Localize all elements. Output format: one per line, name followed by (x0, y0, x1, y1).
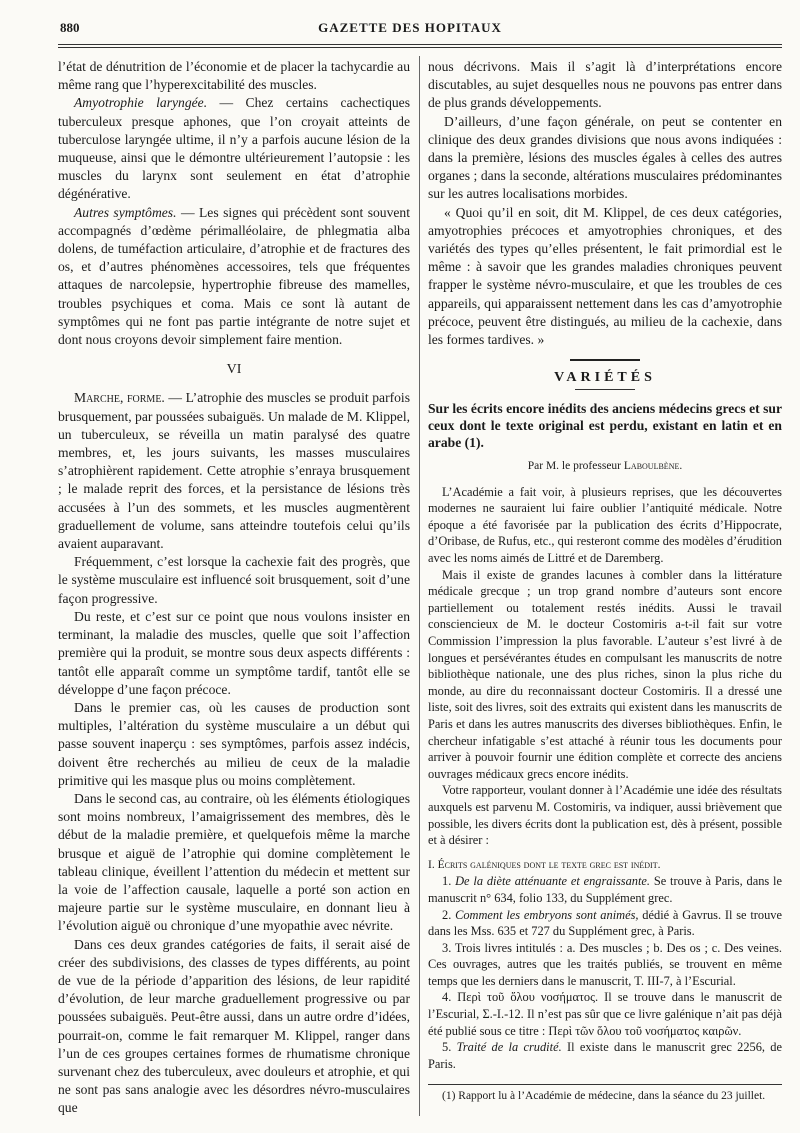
paragraph-label: Marche, forme. (74, 390, 165, 406)
footnote: (1) Rapport lu à l’Académie de médecine, dans la séance du 23 juillet. (442, 1090, 766, 1103)
list-item (428, 907, 782, 940)
paragraph: l’état de dénutrition de l’économie et de placer la tachycardie au même rang que l’hyperexcitabilité des muscles. (58, 59, 410, 93)
section-number: VI (226, 362, 242, 378)
list-text: Se trouve à Paris, dans le manuscrit n° 634, folio 133, du Supplément grec. (428, 874, 782, 905)
header-rule (58, 44, 782, 45)
header-rule-double (58, 47, 782, 48)
list-item: 3. Trois livres intitulés : a. Des muscles ; b. Des os ; c. Des veines. Ces ouvrages, autres que les traités publiés, se trouvent en même temps que les derniers dans le manuscrit, T. III-7, à l’Escurial. (428, 940, 782, 988)
work-title: Traité de la crudité. (456, 1040, 562, 1055)
page-number: 880 (60, 20, 80, 35)
article-byline (428, 457, 782, 475)
paragraph: D’ailleurs, d’une façon générale, on peut se contenter en clinique des deux grandes divisions que nous avons indiquées : dans la première, lésions des muscles égales à celles des autres organes ; dans la seconde, altérations musculaires prédominantes sur les autres localisations morbides. (428, 113, 782, 202)
work-title: Comment les embryons sont animés, (455, 907, 639, 922)
heading-underline (575, 389, 635, 390)
paragraph: Votre rapporteur, voulant donner à l’Académie une idée des résultats auxquels est parvenu M. Costomiris, va indiquer, aussi brièvement que possible, les divers écrits dont la publication est, dès à présent, possible et à désirer : (428, 783, 782, 848)
right-column (428, 58, 782, 1104)
paragraph-text: — Chez certains cachectiques tuberculeux presque aphones, que l’on croyait atteints de tuberculose laryngée ultime, il n’y a parfois aucune lésion de la muqueuse, ainsi que le démontre ultérieurement l’autopsie : les muscles du larynx sont seulement en état d’atrophie dégénérative. (58, 95, 410, 202)
page-header (60, 20, 760, 38)
paragraph: Fréquemment, c’est lorsque la cachexie fait des progrès, que le système musculaire est influencé soit brusquement, soit d’une façon progressive. (58, 554, 410, 606)
byline-author: Laboulbène. (623, 460, 683, 473)
list-text: dédié à Gavrus. Il se trouve dans les Mss. 635 et 727 du Supplément grec, à Paris. (428, 907, 782, 939)
paragraph-text: — L’atrophie des muscles se produit parfois brusquement, par poussées subaiguës. Un malade de M. Klippel, un tuberculeux, se réveilla un matin paralysé des quatre membres, et, les jours suivants, les masses musculaires s’atrophièrent rapidement. Cette atrophie s’enraya brusquement ; le malade reprit des forces, et la persistance de lésions très accusées à l’un des sommets, et les muscles augmentèrent graduellement de volume, sans atteindre toutefois celui qu’ils avaient auparavant. (58, 390, 410, 552)
paragraph: Mais il existe de grandes lacunes à combler dans la littérature médicale grecque ; un trop grand nombre d’auteurs sont encore partiellement ou totalement restés inédits. Aussi le travail consciencieux de M. le docteur Costomiris a-t-il fait sur votre Commission l’impression la plus favorable. L’auteur s’est livré à de longues et persévérantes études en compulsant les manuscrits de notre bibliothèque nationale, une des plus riches, sinon la plus riche du monde, au dire du reconnaissant docteur Costomiris. Il a dressé une liste, soit des livres, soit des extraits qui existent dans les manuscrits de Paris et dans les autres manuscrits des diverses bibliothèques. Enfin, le chercheur infatigable s’est attaché à réunir tous les documents pour arriver à pouvoir fournir une édition complète et correcte des anciens ouvrages médicaux grecs encore inédits. (428, 567, 782, 781)
list-heading: I. Écrits galéniques dont le texte grec est inédit. (428, 858, 661, 871)
work-title: De la diète atténuante et engraissante. (455, 874, 651, 889)
list-number: 5. (442, 1040, 457, 1055)
paragraph: Dans ces deux grandes catégories de faits, il serait aisé de créer des subdivisions, des classes de types différents, au point de vue de la période d’apparition des lésions, de leur rapidité d’évolution, de leur marche graduellement progressive ou par poussées subaiguës. Peut-être aussi, dans un autre ordre d’idées, pourrait-on, comme le fait remarquer M. Klippel, ranger dans l’un de ces groupes certaines formes de rhumatisme chronique survenant chez des tuberculeux, avec douleurs et atrophie, et qui ne sont pas sans analogie avec les désordres névro-musculaires que (58, 936, 410, 1116)
paragraph: Dans le premier cas, où les causes de production sont multiples, l’altération du système musculaire a un début qui passe souvent inaperçu : ses symptômes, parfois assez indécis, doivent être recherchés au milieu de ceux de la maladie primitive qui les masque plus ou moins complètement. (58, 699, 410, 788)
section-heading-varietes: VARIÉTÉS (554, 370, 656, 386)
paragraph (58, 389, 410, 553)
left-column (58, 58, 410, 1118)
paragraph-text: — Les signes qui précèdent sont souvent accompagnés d’œdème périmalléolaire, de phlegmatia alba dolens, de tuméfaction articulaire, d’atrophie et de fractures des os, et d’autres phénomènes accessoires, tels que fréquentes attaques de narcolepsie, hypertrophie fibreuse des mamelles, troubles psychiques et coma. Mais ce sont là autant de symptômes qui ne font pas partie intégrante de notre sujet et dont nous croyons devoir simplement faire mention. (58, 204, 410, 348)
paragraph: « Quoi qu’il en soit, dit M. Klippel, de ces deux catégories, amyotrophies précoces et amyotrophies chroniques, et des variétés des types qu’elles présentent, le fait primordial est le même : à savoir que les grandes maladies chroniques peuvent frapper le système névro-musculaire, et que les troubles de ces appareils, qui apparaissent nettement dans les cas d’amyotrophie précoce, peuvent être distingués, au milieu de la cachexie, dans les formes tardives. » (428, 204, 782, 348)
paragraph: Dans le second cas, au contraire, où les éléments étiologiques sont moins nombreux, l’amaigrissement des membres, dès le début de la maladie première, et quelquefois même la marche brusque et aiguë de l’atrophie qui domine complètement le tableau clinique, éveillent l’attention du médecin et mettent sur la voie de l’affection causale, laquelle a porté son action en majeure partie sur le système musculaire, en donnant lieu à l’évolution aiguë ou chronique d’une myopathie avec névrite. (58, 790, 410, 934)
running-title: GAZETTE DES HOPITAUX (318, 20, 502, 35)
footnote-rule (428, 1084, 782, 1085)
list-item: 4. Περὶ τοῦ ὅλου νοσήματος. Il se trouve dans le manuscrit de l’Escurial, Σ.-I.-12. Il n’est pas sûr que ce livre galénique n’ait pas déjà été publié sous ce titre : Περὶ τῶν ὅλου τοῦ νοσήματος καιρῶν. (428, 990, 782, 1038)
column-divider (419, 56, 420, 1116)
list-number: 1. (442, 874, 456, 889)
paragraph: nous décrivons. Mais il s’agit là d’interprétations encore discutables, au sujet desquelles nous ne pouvons pas entrer dans de plus grands développements. (428, 59, 782, 111)
article-title: Sur les écrits encore inédits des anciens médecins grecs et sur ceux dont le texte original est perdu, existant en latin et en arabe (1). (428, 401, 782, 451)
paragraph: Du reste, et c’est sur ce point que nous voulons insister en terminant, la maladie des muscles, quelle que soit l’affection première qui la produit, se montre sous deux aspects différents : tantôt elle apparaît comme un symptôme tardif, tantôt elle se développe d’une façon précoce. (58, 608, 410, 697)
paragraph-label: Autres symptômes. (74, 204, 177, 220)
paragraph: L’Académie a fait voir, à plusieurs reprises, que les découvertes modernes ne sauraient lui faire oublier l’antiquité médicale. Notre époque a été favorisée par la publication des écrits d’Hippocrate, d’Oribase, de Rufus, etc., qui resteront comme des modèles d’érudition avec les noms aimés de Littré et de Daremberg. (428, 484, 782, 566)
list-item (428, 1039, 782, 1072)
list-number: 2. (442, 907, 456, 922)
paragraph-label: Amyotrophie laryngée. (74, 95, 208, 111)
article-body (428, 484, 782, 1105)
list-item (428, 873, 782, 906)
section-separator (570, 359, 640, 361)
list-text: Il existe dans le manuscrit grec 2256, de Paris. (428, 1040, 782, 1071)
paragraph (58, 94, 410, 203)
byline-prefix: Par M. le professeur (527, 460, 624, 473)
paragraph (58, 204, 410, 350)
